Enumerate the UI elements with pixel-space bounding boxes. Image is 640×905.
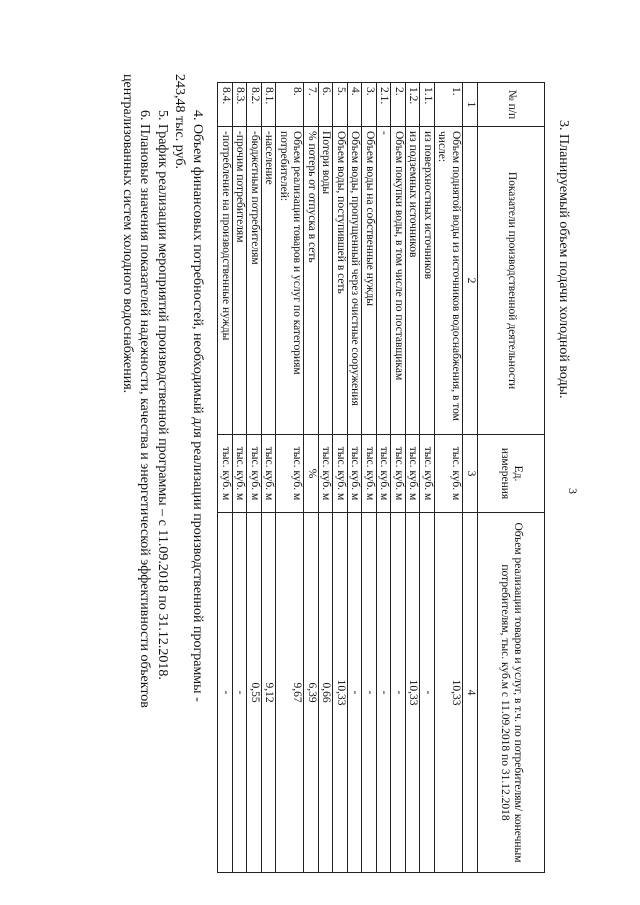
table-row	[391, 83, 406, 873]
header-volume: Объем реализации товаров и услуг, в т.ч. по потребителям/ конечным потребителям, тыс. куб.м с 11.09.2018 по 31.12.2018	[478, 513, 545, 873]
row-indicator: Объем воды на собственные нужды	[362, 127, 377, 435]
header-unit: Ед. измерения	[478, 435, 545, 513]
row-unit: тыс. куб. м	[218, 435, 233, 513]
row-unit: тыс. куб. м	[348, 435, 363, 513]
row-value: 6,39	[304, 513, 319, 873]
table-row	[406, 83, 421, 873]
item-4-text: 4. Объем финансовых потребностей, необходимый для реализации производственной программы -	[190, 110, 205, 702]
row-indicator: Потери воды	[319, 127, 334, 435]
row-value: 10,33	[333, 513, 348, 873]
row-num: 3.	[362, 83, 377, 127]
row-unit: тыс. куб. м	[391, 435, 406, 513]
table-row	[247, 83, 262, 873]
row-num: 1.1.	[420, 83, 435, 127]
section-title: 3. Планируемый объем подачи холодной воды.	[556, 120, 571, 399]
row-num: 2.	[391, 83, 406, 127]
row-indicator: из подземных источников	[406, 127, 421, 435]
row-num: 2.1.	[377, 83, 392, 127]
footer-text	[119, 74, 207, 854]
column-number-row	[463, 83, 478, 873]
row-value: 9,12	[262, 513, 277, 873]
table-row	[276, 83, 304, 873]
col-number: 4	[463, 513, 478, 873]
row-num: 7.	[304, 83, 319, 127]
table-row	[304, 83, 319, 873]
item-6-text-cont: централизованных систем холодного водоснабжения.	[120, 74, 135, 394]
row-unit: тыс. куб. м	[276, 435, 304, 513]
table-row	[420, 83, 435, 873]
row-num: 4.	[348, 83, 363, 127]
row-num: 8.4.	[218, 83, 233, 127]
row-indicator: % потерь от отпуска в сеть	[304, 127, 319, 435]
row-unit: тыс. куб. м	[319, 435, 334, 513]
item-4-amount: 243,48 тыс. руб.	[172, 74, 188, 169]
row-unit: тыс. куб. м	[377, 435, 392, 513]
row-unit: тыс. куб. м	[333, 435, 348, 513]
col-number: 3	[463, 435, 478, 513]
row-num: 1.	[435, 83, 463, 127]
table-body	[218, 83, 545, 873]
item-5-text: 5. График реализации мероприятий производственной программы – с 11.09.2018 по 31.12.2018.	[155, 110, 170, 680]
row-indicator: из поверхностных источников	[420, 127, 435, 435]
row-indicator: -население	[262, 127, 277, 435]
row-value: -	[218, 513, 233, 873]
row-unit: тыс. куб. м	[420, 435, 435, 513]
header-indicator: Показатели производственной деятельности	[478, 127, 545, 435]
row-value: 9,67	[276, 513, 304, 873]
row-unit: тыс. куб. м	[435, 435, 463, 513]
table-row	[262, 83, 277, 873]
col-number: 2	[463, 127, 478, 435]
row-indicator: Объем покупки воды, в том числе по поставщикам	[391, 127, 406, 435]
col-number: 1	[463, 83, 478, 127]
table-header-row	[478, 83, 545, 873]
row-unit: %	[304, 435, 319, 513]
table-row	[218, 83, 233, 873]
row-num: 6.	[319, 83, 334, 127]
row-indicator: -прочим потребителям	[233, 127, 248, 435]
row-value: 0,66	[319, 513, 334, 873]
row-indicator: Объем реализации товаров и услуг по категориям потребителей:	[276, 127, 304, 435]
table-row	[233, 83, 248, 873]
row-unit: тыс. куб. м	[406, 435, 421, 513]
row-value: 10,33	[435, 513, 463, 873]
table-row	[362, 83, 377, 873]
row-num: 1.2.	[406, 83, 421, 127]
row-unit: тыс. куб. м	[362, 435, 377, 513]
row-value: -	[377, 513, 392, 873]
row-indicator: Объем воды, поступившей в сеть	[333, 127, 348, 435]
row-indicator: -бюджетным потребителям	[247, 127, 262, 435]
table-row	[319, 83, 334, 873]
row-value: -	[362, 513, 377, 873]
row-num: 5.	[333, 83, 348, 127]
row-unit: тыс. куб. м	[262, 435, 277, 513]
row-unit: тыс. куб. м	[247, 435, 262, 513]
row-indicator: Объем воды, пропущенный через очистные сооружения	[348, 127, 363, 435]
header-num: № п/п	[478, 83, 545, 127]
row-value: -	[420, 513, 435, 873]
table-row	[377, 83, 392, 873]
row-value: -	[348, 513, 363, 873]
row-value: 10,33	[406, 513, 421, 873]
row-value: 0,55	[247, 513, 262, 873]
row-indicator: Объем поднятой воды из источников водоснабжения, в том числе:	[435, 127, 463, 435]
page-number: 3	[566, 488, 580, 494]
row-num: 8.3.	[233, 83, 248, 127]
table-row	[348, 83, 363, 873]
row-indicator: -	[377, 127, 392, 435]
row-value: -	[391, 513, 406, 873]
row-indicator: -потребление на производственные нужды	[218, 127, 233, 435]
row-num: 8.1.	[262, 83, 277, 127]
water-supply-table	[218, 82, 546, 873]
table-row	[435, 83, 463, 873]
row-value: -	[233, 513, 248, 873]
table-row	[333, 83, 348, 873]
row-unit: тыс. куб. м	[233, 435, 248, 513]
item-6-text: 6. Плановые значения показателей надежности, качества и энергетической эффективности объектов	[137, 110, 153, 708]
row-num: 8.	[276, 83, 304, 127]
row-num: 8.2.	[247, 83, 262, 127]
